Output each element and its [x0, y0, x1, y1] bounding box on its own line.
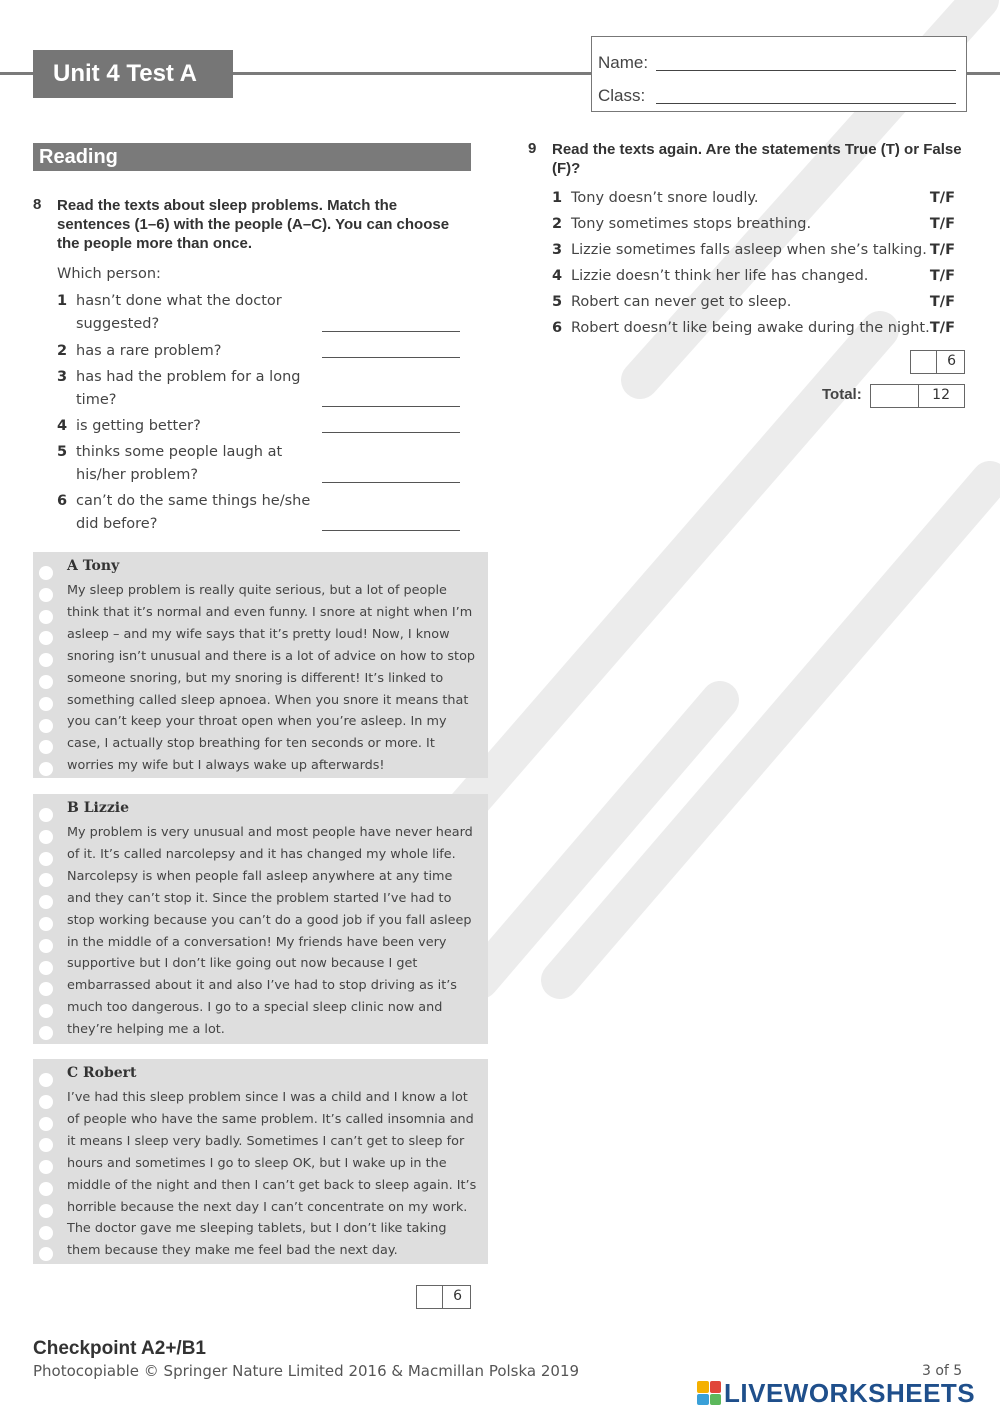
answer-line-6[interactable] — [322, 530, 460, 531]
item-number: 1 — [552, 190, 563, 206]
item-text: Lizzie sometimes falls asleep when she’s talking. — [571, 242, 927, 258]
text-panel-robert — [33, 1059, 488, 1264]
binder-holes — [39, 566, 55, 784]
item-text: can’t do the same things he/she did before? — [76, 493, 311, 532]
match-item — [57, 415, 477, 438]
total-label: Total: — [822, 386, 862, 403]
liveworksheets-icon — [697, 1381, 721, 1405]
question-number: 8 — [33, 196, 42, 213]
q9-score-box — [910, 350, 965, 374]
item-number: 2 — [57, 343, 68, 359]
tf-choice[interactable]: T/F — [929, 190, 955, 206]
answer-line-4[interactable] — [322, 432, 460, 433]
item-number: 4 — [57, 418, 68, 434]
q8-score: 6 — [453, 1288, 462, 1304]
text-body: My sleep problem is really quite serious, but a lot of people think that it’s normal and even funny. I snore at night when I’m asleep – and my wife says that it’s pretty loud! Now, I know snoring isn’t unusual and there is a lot of advice on how to stop someone snoring, but my snoring is different! It’s linked to something called sleep apnoea. When you snore it means that you can’t keep your throat open when you’re asleep. In my case, I actually stop breathing for ten seconds or more. It worries my wife but I always wake up afterwards! — [67, 583, 476, 774]
text-title: B Lizzie — [67, 800, 129, 816]
item-number: 1 — [57, 293, 68, 309]
question-prompt: Which person: — [57, 266, 161, 282]
match-item — [57, 290, 477, 336]
item-number: 5 — [552, 294, 563, 310]
q8-score-box — [416, 1285, 471, 1309]
answer-line-1[interactable] — [322, 331, 460, 332]
tf-choice[interactable]: T/F — [929, 294, 955, 310]
liveworksheets-logo[interactable] — [697, 1378, 975, 1408]
tf-choice[interactable]: T/F — [929, 242, 955, 258]
binder-holes — [39, 1073, 55, 1269]
question-instruction: Read the texts again. Are the statements True (T) or False (F)? — [552, 141, 962, 177]
text-title: C Robert — [67, 1065, 137, 1081]
page-number: 3 of 5 — [922, 1363, 963, 1379]
binder-holes — [39, 808, 55, 1048]
text-body: My problem is very unusual and most people have never heard of it. It’s called narcolepsy and it has changed my whole life. Narcolepsy is when people fall asleep anywhere at any time and they can’t stop it. Since the problem started I’ve had to stop working because you can’t do a good job if you fall asleep in the middle of a conversation! My friends have been very supportive but I don’t like going out now because I get embarrassed about it and also I’ve had to stop driving as it’s much too dangerous. I go to a special sleep clinic now and they’re helping me a lot. — [67, 825, 473, 1038]
tf-choice[interactable]: T/F — [929, 268, 955, 284]
item-text: Lizzie doesn’t think her life has changed. — [571, 268, 869, 284]
match-item — [57, 441, 477, 487]
text-title: A Tony — [67, 558, 120, 574]
question-instruction: Read the texts about sleep problems. Match the sentences (1–6) with the people (A–C). You can choose the people more than once. — [57, 197, 450, 252]
total-score-box — [870, 384, 965, 408]
item-number: 6 — [552, 320, 563, 336]
item-text: has a rare problem? — [76, 343, 222, 359]
total-score: 12 — [932, 387, 950, 403]
item-number: 4 — [552, 268, 563, 284]
item-text: Robert can never get to sleep. — [571, 294, 792, 310]
item-text: Tony doesn’t snore loudly. — [571, 190, 759, 206]
section-title: Reading — [33, 143, 471, 171]
text-body: I’ve had this sleep problem since I was a child and I know a lot of people who have the same problem. It’s called insomnia and it means I sleep very badly. Sometimes I can’t get to sleep for hours and sometimes I go to sleep OK, but I wake up in the middle of the night and then I can’t get back to sleep again. It’s horrible because the next day I can’t concentrate on my work. The doctor gave me sleeping tablets, but I don’t like taking them because they make me feel bad the next day. — [67, 1090, 477, 1259]
match-item — [57, 340, 477, 363]
copyright: Photocopiable © Springer Nature Limited 2016 & Macmillan Polska 2019 — [33, 1362, 580, 1380]
brand-name: LIVEWORKSHEETS — [724, 1377, 976, 1408]
q9-score: 6 — [947, 353, 956, 369]
item-number: 2 — [552, 216, 563, 232]
item-text: hasn’t done what the doctor suggested? — [76, 293, 282, 332]
item-number: 6 — [57, 493, 68, 509]
item-text: Robert doesn’t like being awake during the night. — [571, 320, 930, 336]
unit-title: Unit 4 Test A — [33, 50, 233, 98]
item-text: Tony sometimes stops breathing. — [571, 216, 812, 232]
answer-line-5[interactable] — [322, 482, 460, 483]
item-text: has had the problem for a long time? — [76, 369, 301, 408]
tf-choice[interactable]: T/F — [929, 320, 955, 336]
item-text: is getting better? — [76, 418, 201, 434]
question-number: 9 — [528, 140, 537, 157]
class-label: Class: — [598, 86, 646, 105]
name-label: Name: — [598, 53, 649, 72]
name-field[interactable] — [656, 70, 956, 71]
name-class-box — [591, 36, 967, 112]
answer-line-2[interactable] — [322, 357, 460, 358]
item-number: 3 — [552, 242, 563, 258]
tf-choice[interactable]: T/F — [929, 216, 955, 232]
item-text: thinks some people laugh at his/her problem? — [76, 444, 283, 483]
text-panel-lizzie — [33, 794, 488, 1044]
item-number: 5 — [57, 444, 68, 460]
series-title: Checkpoint A2+/B1 — [33, 1338, 206, 1359]
class-field[interactable] — [656, 103, 956, 104]
text-panel-tony — [33, 552, 488, 778]
answer-line-3[interactable] — [322, 406, 460, 407]
item-number: 3 — [57, 369, 68, 385]
